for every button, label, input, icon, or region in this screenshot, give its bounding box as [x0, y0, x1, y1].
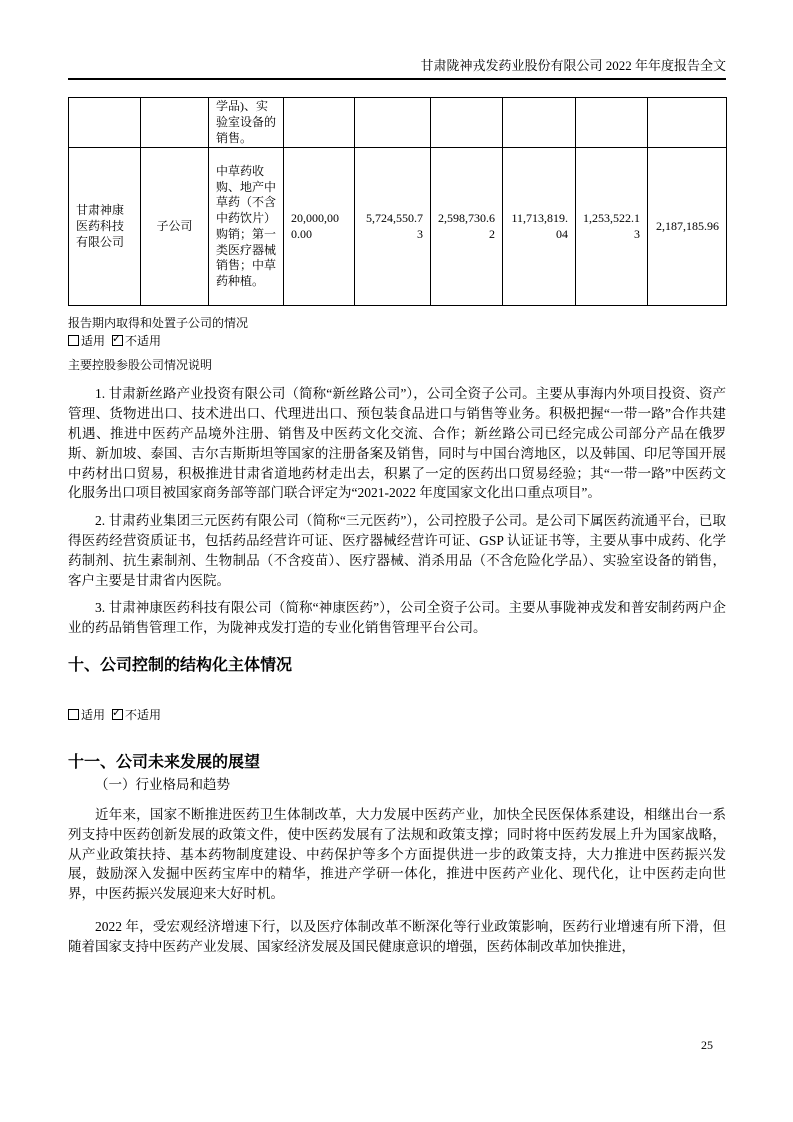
main-business-cell: 中草药收购、地产中草药（不含中药饮片）购销；第一类医疗器械销售；中草药种植。 — [209, 148, 284, 306]
unchecked-checkbox-icon — [68, 709, 79, 720]
checked-checkbox-icon — [112, 705, 123, 720]
company-type-cell: 子公司 — [141, 148, 209, 306]
outlook-paragraph-2: 2022 年，受宏观经济增速下行，以及医疗体制改革不断深化等行业政策影响，医药行业增速有所下滑，但随着国家支持中医药产业发展、国家经济发展及国民健康意识的增强，医药体制改革加快推进， — [68, 918, 726, 954]
table-cell — [648, 98, 727, 148]
check-mark-icon: ✓ — [112, 705, 122, 719]
table-cell — [503, 98, 576, 148]
section-11-heading: 十一、公司未来发展的展望 — [68, 753, 261, 771]
section-10-heading: 十、公司控制的结构化主体情况 — [68, 656, 293, 674]
applicable-option — [68, 334, 105, 348]
check-mark-icon: ✓ — [112, 332, 122, 346]
holdings-paragraph-2: 2. 甘肃药业集团三元医药有限公司（简称“三元医药”），公司控股子公司。是公司下属医药流通平台，已取得医药经营资质证书，包括药品经营许可证、医疗器械经营许可证、GSP 认证证书等，主要从事中成药、化学药制剂、抗生素制剂、生物制品（不含疫苗）、医疗器械、消杀用品（不含危险化学品）、实验室设备的销售，客户主要是甘肃省内医院。 — [68, 513, 726, 588]
table-cell — [69, 98, 141, 148]
applicability-line — [68, 707, 726, 723]
subsidiaries-table — [68, 97, 727, 306]
table-cell — [284, 98, 355, 148]
page-number: 25 — [701, 1038, 713, 1052]
checked-checkbox-icon — [112, 332, 123, 346]
table-cell: 1,253,522.13 — [576, 148, 648, 306]
table-cell — [141, 98, 209, 148]
registered-capital-cell: 20,000,000.00 — [284, 148, 355, 306]
subsection-heading: （一）行业格局和趋势 — [95, 776, 230, 792]
not-applicable-option — [112, 334, 161, 348]
table-cell: 学品)、实验室设备的销售。 — [209, 98, 284, 148]
subsidiary-name-cell: 甘肃神康医药科技有限公司 — [69, 148, 141, 306]
not-applicable-label: 不适用 — [125, 707, 162, 722]
table-cell: 11,713,819.04 — [503, 148, 576, 306]
applicability-line — [68, 333, 726, 349]
applicable-label: 适用 — [81, 334, 106, 349]
table-row — [69, 148, 727, 306]
table-cell — [355, 98, 431, 148]
holdings-paragraph-1: 1. 甘肃新丝路产业投资有限公司（简称“新丝路公司”），公司全资子公司。主要从事海内外项目投资、资产管理、货物进出口、技术进出口、代理进出口、预包装食品进口与销售等业务。积极把握“一带一路”合作共建机遇、推进中医药产品境外注册、销售及中医药文化交流、合作；新丝路公司已经完成公司部分产品在俄罗斯、新加坡、泰国、吉尔吉斯斯坦等国家的注册备案及销售，同时与中国台湾地区，以及韩国、印尼等国开展中药材出口贸易，积极推进甘肃省道地药材走出去，积累了一定的医药出口贸易经验；其“一带一路”中医药文化服务出口项目被国家商务部等部门联合评定为“2021-2022 年度国家文化出口重点项目”。 — [68, 386, 726, 501]
running-header — [68, 58, 726, 80]
table-cell: 2,187,185.96 — [648, 148, 727, 306]
table-cell: 2,598,730.62 — [431, 148, 503, 306]
applicable-label: 适用 — [81, 707, 106, 722]
holdings-paragraph-3: 3. 甘肃神康医药科技有限公司（简称“神康医药”），公司全资子公司。主要从事陇神戎发和普安制药两户企业的药品销售管理工作，为陇神戎发打造的专业化销售管理平台公司。 — [68, 600, 726, 636]
outlook-paragraph-1: 近年来，国家不断推进医药卫生体制改革，大力发展中医药产业，加快全民医保体系建设，相继出台一系列支持中医药创新发展的政策文件，使中医药发展有了法规和政策支撑；同时将中医药发展上升为国家战略，从产业政策扶持、基本药物制度建设、中药保护等多个方面提供进一步的政策支持，大力推进中医药振兴发展，鼓励深入发掘中医药宝库中的精华，推进产学研一体化，推进中医药产业化、现代化，让中医药走向世界，中医药振兴发展迎来大好时机。 — [68, 806, 726, 902]
report-title: 甘肃陇神戎发药业股份有限公司 2022 年年度报告全文 — [420, 58, 726, 73]
unchecked-checkbox-icon — [68, 335, 79, 346]
table-cell: 5,724,550.73 — [355, 148, 431, 306]
table-cell — [576, 98, 648, 148]
table-row — [69, 98, 727, 148]
applicable-option — [68, 708, 105, 722]
table-cell — [431, 98, 503, 148]
not-applicable-label: 不适用 — [125, 334, 162, 349]
not-applicable-option — [112, 705, 162, 722]
holdings-note-label: 主要控股参股公司情况说明 — [68, 358, 213, 373]
acquisition-disposal-label: 报告期内取得和处置子公司的情况 — [68, 316, 249, 331]
